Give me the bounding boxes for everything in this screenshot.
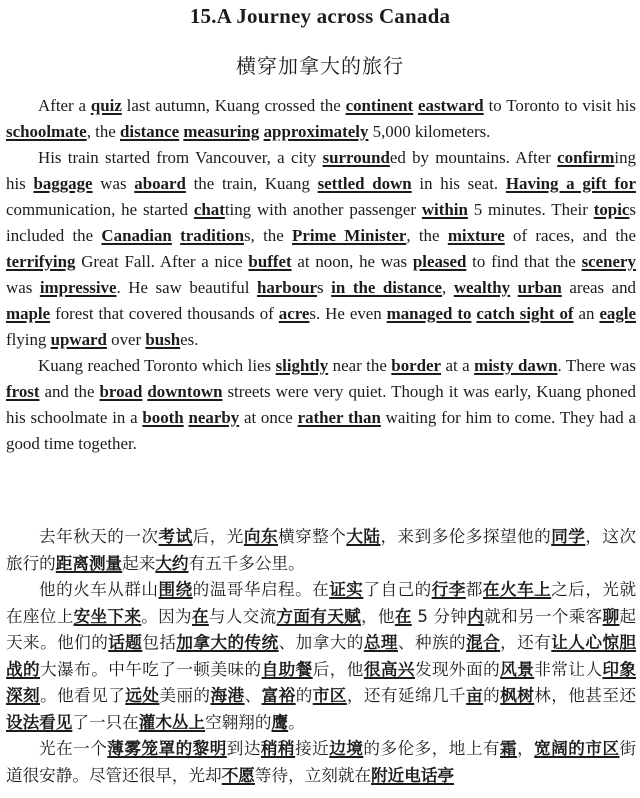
vocab-term: 安坐下来 — [73, 606, 142, 626]
vocab-term: 证实 — [329, 580, 364, 599]
text-run: 街道很安静。尽管还很早，光却 — [6, 739, 637, 785]
vocab-term: 宽阔的市区 — [534, 739, 620, 758]
vocab-term: settled down — [317, 174, 412, 193]
vocab-term: 印象深刻 — [6, 659, 637, 705]
vocab-term: 方面有天赋 — [276, 606, 362, 626]
text-run: Kuang reached Toronto which lies — [38, 356, 276, 375]
vocab-term: 市区 — [312, 686, 347, 705]
vocab-term: acre — [278, 304, 310, 323]
text-run: ，来到多伦多探望他的 — [380, 527, 552, 546]
text-run: 的 — [295, 686, 313, 705]
vocab-term: 在 — [191, 606, 209, 626]
text-run: 的 — [483, 686, 501, 705]
text-run: 之后，光就在座位上 — [6, 580, 637, 626]
text-run: 有五千多公里。 — [188, 553, 305, 573]
text-run: 、种族的 — [397, 633, 467, 652]
text-run: 了自己的 — [363, 580, 432, 599]
text-run: 的多伦多，地上有 — [363, 739, 500, 758]
vocab-term: confirm — [557, 148, 615, 167]
text-run: 、 — [244, 686, 262, 705]
text-run: , — [442, 278, 454, 297]
vocab-term: 远处 — [125, 686, 160, 705]
text-run — [510, 278, 518, 297]
vocab-term: 在 — [394, 606, 412, 626]
english-paragraph — [6, 93, 636, 145]
vocab-term: 稍稍 — [260, 739, 296, 758]
text-run: 。 — [288, 712, 305, 732]
vocab-term: rather than — [297, 408, 381, 427]
text-run: 到达 — [226, 739, 261, 758]
text-run: ，还有 — [500, 633, 552, 652]
text-run: an — [573, 304, 600, 323]
vocab-term: 风景 — [500, 659, 535, 679]
vocab-term: 总理 — [363, 633, 398, 652]
vocab-term: 富裕 — [261, 686, 296, 705]
vocab-term: upward — [50, 330, 107, 349]
chinese-passage — [6, 524, 636, 789]
vocab-term: schoolmate — [6, 122, 87, 141]
text-run: flying — [6, 330, 51, 349]
vocab-term: nearby — [188, 408, 240, 427]
text-run: 。因为 — [141, 606, 192, 626]
vocab-term: eastward — [418, 96, 484, 115]
vocab-term: approximately — [263, 122, 369, 141]
vocab-term: bush — [145, 330, 181, 349]
text-run: areas and — [561, 278, 636, 297]
vocab-term: eagle — [599, 304, 637, 323]
vocab-term: impressive — [39, 278, 117, 297]
text-run: ，他 — [361, 606, 395, 626]
text-run: 林，他甚至还 — [534, 686, 637, 705]
text-run: 他的火车从群山 — [39, 580, 159, 599]
text-run: 与人交流 — [208, 606, 277, 626]
chinese-paragraph — [6, 577, 636, 736]
vocab-term: 薄雾笼罩的黎明 — [107, 739, 227, 758]
vocab-term: 聊 — [602, 606, 620, 626]
text-run: 接近 — [295, 739, 330, 758]
vocab-term: 灌木丛上 — [138, 712, 206, 732]
text-run: in his seat. — [411, 174, 506, 193]
vocab-term: 行李 — [431, 580, 466, 599]
vocab-term: baggage — [33, 174, 93, 193]
vocab-term: scenery — [581, 252, 636, 271]
text-run: 等待，立刻就在 — [254, 765, 372, 785]
vocab-term: distance — [120, 122, 180, 141]
english-passage — [6, 93, 636, 457]
text-run: ed by mountains. After — [389, 148, 558, 167]
text-run: 都 — [465, 580, 483, 599]
vocab-term: 枫树 — [500, 686, 535, 705]
vocab-term: tradition — [180, 226, 244, 245]
text-run — [172, 226, 180, 245]
vocab-term: 内 — [467, 606, 485, 626]
vocab-term: aboard — [134, 174, 186, 193]
text-run: streets were very quiet. Though it was early, Kuang phoned his schoolmate in a — [6, 382, 636, 427]
text-run: 5,000 kilometers. — [368, 122, 491, 141]
text-run: 、加拿大的 — [278, 633, 364, 652]
vocab-term: 加拿大的传统 — [176, 633, 279, 652]
text-run: . There was — [557, 356, 637, 375]
text-run: of races, and the — [504, 226, 636, 245]
text-run: ，还有延绵几千 — [346, 686, 467, 705]
vocab-term: terrifying — [6, 252, 76, 271]
text-run: Great Fall. After a nice — [75, 252, 249, 271]
text-run: ing his — [6, 148, 636, 193]
vocab-term: chat — [193, 200, 225, 219]
vocab-term: 亩 — [466, 686, 484, 705]
vocab-term: harbour — [256, 278, 318, 297]
vocab-term: 很高兴 — [363, 659, 415, 679]
vocab-term: 大约 — [155, 553, 189, 573]
vocab-term: 大陆 — [346, 527, 381, 546]
vocab-term: 鹰 — [271, 712, 289, 732]
vocab-term: 海港 — [210, 686, 245, 705]
text-run: 就和另一个乘客 — [484, 606, 603, 626]
text-run: s, the — [243, 226, 293, 245]
vocab-term: 在火车上 — [482, 580, 552, 599]
page-title: 15.A Journey across Canada — [189, 4, 451, 28]
text-run: waiting for him to come. They had a good time together. — [6, 408, 636, 453]
text-run: ， — [517, 739, 535, 758]
text-run: at once — [239, 408, 298, 427]
text-run: to Toronto to visit his — [483, 96, 636, 115]
vocab-term: 距离测量 — [55, 553, 123, 573]
text-run: communication, he started — [6, 200, 194, 219]
text-run: es. — [180, 330, 199, 349]
vocab-term: frost — [6, 382, 40, 401]
page-subtitle: 横穿加拿大的旅行 — [236, 54, 404, 78]
text-run: at noon, he was — [291, 252, 413, 271]
vocab-term: 话题 — [108, 633, 143, 652]
vocab-term: surround — [322, 148, 390, 167]
vocab-term: Prime Minister — [292, 226, 407, 245]
vocab-term: 让人心惊胆战的 — [6, 633, 637, 679]
text-run: 美丽的 — [159, 686, 211, 705]
text-run: the train, Kuang — [185, 174, 318, 193]
vocab-term: 同学 — [551, 527, 586, 546]
text-run: forest that covered thousands of — [50, 304, 279, 323]
chinese-paragraph — [6, 736, 636, 789]
vocab-term: booth — [142, 408, 184, 427]
vocab-term: wealthy — [453, 278, 511, 297]
text-run: 后，光 — [192, 527, 244, 546]
text-run: 起天来。他们的 — [6, 606, 637, 652]
text-run: 去年秋天的一次 — [39, 527, 159, 546]
vocab-term: 考试 — [158, 527, 193, 546]
vocab-term: catch sight of — [476, 304, 574, 323]
text-run: 5 分钟 — [411, 606, 468, 626]
vocab-term: 混合 — [466, 633, 501, 652]
text-run: was — [6, 278, 40, 297]
vocab-term: 自助餐 — [261, 659, 313, 679]
text-run: last autumn, Kuang crossed the — [121, 96, 346, 115]
text-run: 包括 — [142, 633, 177, 652]
text-run: His train started from Vancouver, a city — [38, 148, 323, 167]
text-run: 。他看见了 — [40, 686, 126, 705]
text-run: and the — [39, 382, 100, 401]
vocab-term: in the distance — [331, 278, 443, 297]
text-run: s included the — [6, 200, 636, 245]
vocab-term: 设法看见 — [6, 712, 73, 732]
text-run: 5 minutes. Their — [467, 200, 594, 219]
text-run: 的温哥华启程。在 — [192, 580, 330, 599]
text-run: at a — [441, 356, 475, 375]
text-run: was — [92, 174, 135, 193]
text-run: ting with another passenger — [224, 200, 422, 219]
vocab-term: Canadian — [101, 226, 172, 245]
text-run: , the — [86, 122, 120, 141]
text-run: ，这次旅行的 — [6, 527, 637, 573]
vocab-term: measuring — [183, 122, 260, 141]
text-run: , the — [406, 226, 448, 245]
vocab-term: downtown — [147, 382, 223, 401]
vocab-term: buffet — [248, 252, 292, 271]
vocab-term: within — [421, 200, 468, 219]
text-run: 非常让人 — [534, 659, 603, 679]
text-run: 起来 — [122, 553, 156, 573]
english-paragraph — [6, 353, 636, 457]
vocab-term: topic — [593, 200, 630, 219]
text-run: After a — [38, 96, 91, 115]
text-run: s — [317, 278, 332, 297]
vocab-term: 围绕 — [158, 580, 193, 599]
text-run: 光在一个 — [39, 739, 108, 758]
vocab-term: pleased — [412, 252, 467, 271]
english-paragraph — [6, 145, 636, 353]
text-run: 横穿整个 — [278, 527, 347, 546]
vocab-term: 附近电话亭 — [371, 765, 455, 785]
vocab-term: slightly — [275, 356, 329, 375]
vocab-term: Having a gift for — [505, 174, 636, 193]
vocab-term: urban — [517, 278, 562, 297]
vocab-term: 边境 — [329, 739, 364, 758]
chinese-paragraph — [6, 524, 636, 577]
vocab-term: 霜 — [500, 739, 518, 758]
text-run: . He saw beautiful — [116, 278, 257, 297]
text-run: s. He even — [309, 304, 387, 323]
vocab-term: misty dawn — [474, 356, 558, 375]
vocab-term: mixture — [447, 226, 505, 245]
vocab-term: 向东 — [243, 527, 279, 546]
vocab-term: quiz — [90, 96, 122, 115]
text-run: 空翱翔的 — [205, 712, 272, 732]
vocab-term: 不愿 — [221, 765, 255, 785]
text-run: near the — [328, 356, 392, 375]
text-run: 后，他 — [312, 659, 364, 679]
vocab-term: border — [391, 356, 442, 375]
vocab-term: managed to — [386, 304, 472, 323]
text-run: 大瀑布。中午吃了一顿美味的 — [40, 659, 262, 679]
text-run: 发现外面的 — [414, 659, 501, 679]
text-run: 了一只在 — [72, 712, 139, 732]
vocab-term: continent — [345, 96, 414, 115]
text-run: over — [106, 330, 146, 349]
vocab-term: broad — [99, 382, 143, 401]
text-run: to find that the — [466, 252, 582, 271]
vocab-term: maple — [6, 304, 51, 323]
